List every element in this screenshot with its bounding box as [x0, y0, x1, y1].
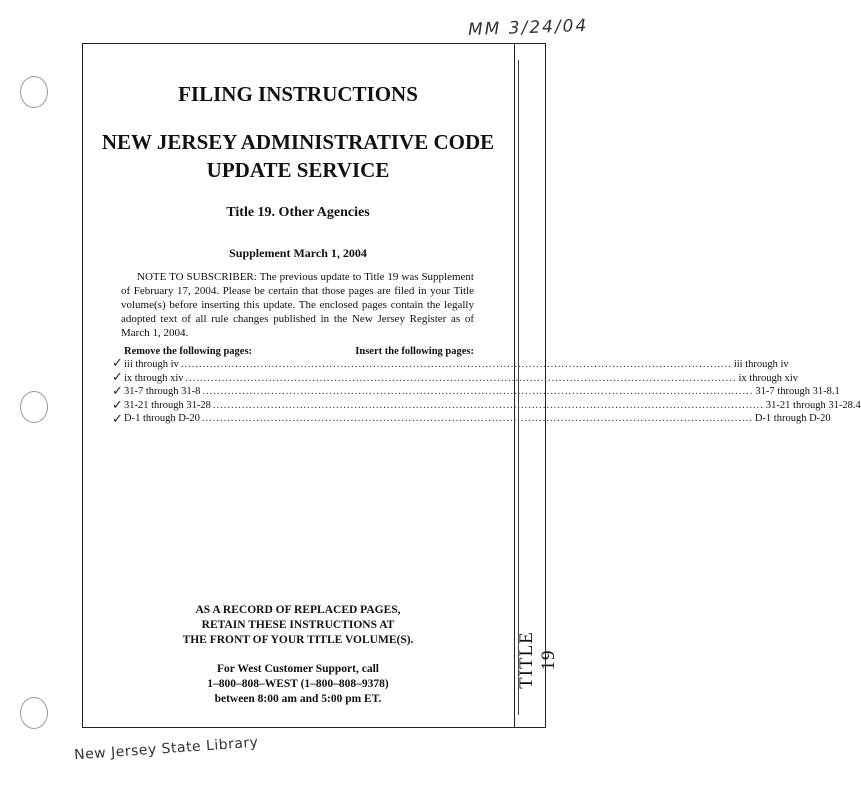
- remove-pages: 31-7 through 31-8: [124, 386, 201, 397]
- record-instructions: [82, 603, 514, 648]
- dot-leader: ........................................................................................................................................................: [185, 372, 737, 384]
- punch-hole: [20, 391, 48, 423]
- record-line: THE FRONT OF YOUR TITLE VOLUME(S).: [182, 634, 414, 646]
- punch-hole: [20, 697, 48, 729]
- remove-pages: iii through iv: [124, 359, 179, 370]
- dot-leader: ........................................................................................................................................................: [202, 386, 754, 397]
- subheading-line: NEW JERSEY ADMINISTRATIVE CODE: [101, 130, 495, 154]
- title-line: Title 19. Other Agencies: [226, 205, 370, 220]
- remove-pages: D-1 through D-20: [124, 413, 200, 424]
- insert-pages: ix through xiv: [738, 372, 798, 384]
- handwritten-date-note: MM 3/24/04: [467, 15, 589, 41]
- insert-pages: 31-7 through 31-8.1: [755, 386, 840, 397]
- check-mark-icon: ✓: [112, 370, 123, 385]
- page-replacement-table: [124, 346, 861, 427]
- remove-pages: ix through xiv: [124, 372, 184, 384]
- check-mark-icon: ✓: [112, 412, 123, 427]
- record-line: AS A RECORD OF REPLACED PAGES,: [195, 604, 401, 616]
- check-mark-icon: ✓: [112, 384, 123, 399]
- page-heading: FILING INSTRUCTIONS: [178, 82, 418, 106]
- check-mark-icon: ✓: [112, 356, 123, 371]
- support-line: 1–800–808–WEST (1–800–808–9378): [207, 678, 389, 690]
- page-subheading: [82, 128, 514, 184]
- remove-pages: 31-21 through 31-28: [124, 399, 211, 411]
- insert-header: Insert the following pages:: [355, 346, 474, 357]
- supplement-date: Supplement March 1, 2004: [229, 246, 367, 260]
- subscriber-note: NOTE TO SUBSCRIBER: The previous update to Title 19 was Supplement of February 17, 2004. Please be certain that those pages are filed in your Title volume(s) before inserting this update. The enclosed pages contain the legally adopted text of all rule changes published in the New Jersey Register as of March 1, 2004.: [121, 271, 474, 339]
- dot-leader: ........................................................................................................................................................: [201, 413, 753, 424]
- insert-pages: D-1 through D-20: [754, 413, 831, 424]
- dot-leader: ........................................................................................................................................................: [180, 359, 732, 370]
- customer-support-info: [82, 662, 514, 707]
- remove-header: Remove the following pages:: [124, 346, 253, 357]
- table-row: [124, 359, 789, 373]
- subheading-line: UPDATE SERVICE: [206, 158, 390, 182]
- dot-leader: ........................................................................................................................................................: [212, 399, 764, 411]
- insert-pages: iii through iv: [733, 359, 789, 370]
- support-line: between 8:00 am and 5:00 pm ET.: [214, 693, 382, 705]
- library-stamp: New Jersey State Library: [73, 734, 259, 764]
- table-row: [124, 413, 831, 427]
- tab-label: TITLE 19: [516, 631, 559, 689]
- check-mark-icon: ✓: [112, 398, 123, 413]
- insert-pages: 31-21 through 31-28.4: [765, 399, 861, 411]
- support-line: For West Customer Support, call: [217, 663, 379, 675]
- table-header: [124, 346, 474, 357]
- punch-hole: [20, 76, 48, 108]
- table-row: [124, 386, 840, 400]
- record-line: RETAIN THESE INSTRUCTIONS AT: [201, 619, 395, 631]
- table-row: [124, 372, 798, 387]
- table-row: [124, 399, 861, 414]
